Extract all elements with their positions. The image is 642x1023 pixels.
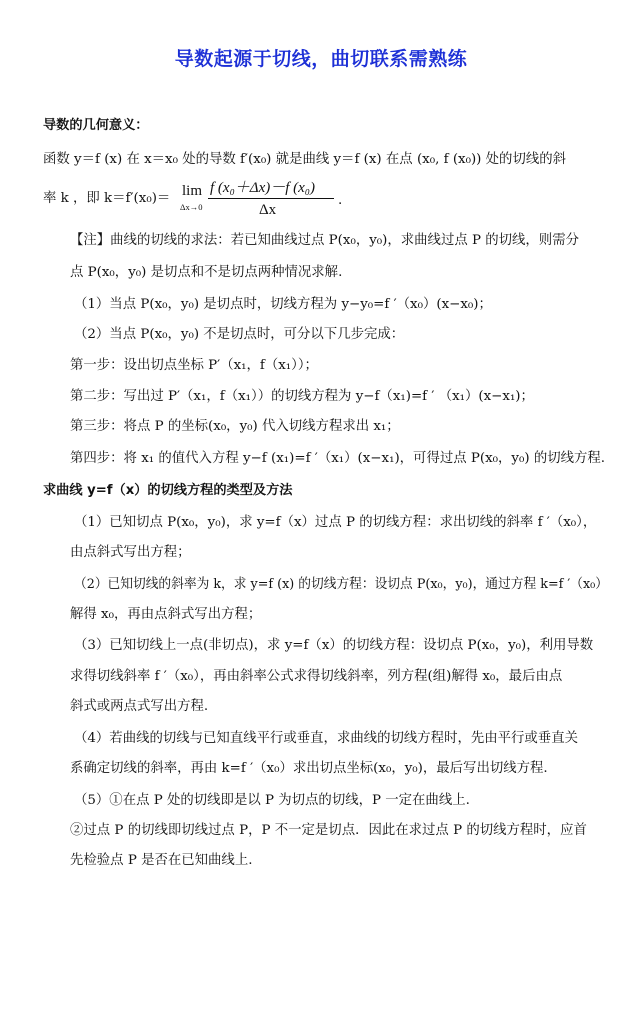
type-3-line-1: （3）已知切线上一点(非切点)，求 y=f（x）的切线方程：设切点 P(x₀，y₀)，利用导数 (74, 638, 594, 653)
step-4-text: 第四步：将 x₁ 的值代入方程 y−f (x₁)=f ′（x₁）(x−x₁)，可得过点 P(x₀，y₀) 的切线方程. (70, 451, 606, 466)
limit-word: lim (182, 183, 203, 199)
section-heading-tangent-types: 求曲线 y=f（x）的切线方程的类型及方法 (43, 483, 293, 498)
type-5-line-1: （5）①在点 P 处的切线即是以 P 为切点的切线，P 一定在曲线上. (74, 793, 470, 808)
step-2-text: 第二步：写出过 P′（x₁，f（x₁））的切线方程为 y−f（x₁)=f ′ （x₁）(x−x₁)； (70, 389, 534, 404)
type-4-line-2: 系确定切线的斜率，再由 k=f ′（x₀）求出切点坐标(x₀，y₀)，最后写出切线方程. (70, 761, 548, 776)
case-2-text: （2）当点 P(x₀，y₀) 不是切点时，可分以下几步完成： (74, 327, 405, 342)
type-2-line-2: 解得 x₀，再由点斜式写出方程； (70, 607, 262, 622)
limit-subscript: Δx→0 (180, 202, 203, 212)
fraction-bar (208, 198, 334, 199)
case-1-text: （1）当点 P(x₀，y₀) 是切点时，切线方程为 y−y₀=f ′（x₀）(x−x₀)； (74, 297, 492, 312)
type-3-line-3: 斜式或两点式写出方程. (70, 699, 209, 714)
definition-line-2-suffix: . (338, 193, 343, 208)
type-1-line-2: 由点斜式写出方程； (70, 545, 191, 560)
type-4-line-1: （4）若曲线的切线与已知直线平行或垂直，求曲线的切线方程时，先由平行或垂直关 (74, 731, 578, 746)
definition-line-2-prefix: 率 k ，即 k＝f′(x₀)＝ (43, 191, 171, 206)
fraction-denominator: Δx (259, 202, 277, 218)
type-1-line-1: （1）已知切点 P(x₀，y₀)，求 y=f（x）过点 P 的切线方程：求出切线的斜率 f ′（x₀）， (74, 515, 597, 530)
step-3-text: 第三步：将点 P 的坐标(x₀，y₀) 代入切线方程求出 x₁； (70, 419, 400, 434)
note-line-1: 【注】曲线的切线的求法：若已知曲线过点 P(x₀，y₀)，求曲线过点 P 的切线，则需分 (70, 233, 579, 248)
type-3-line-2: 求得切线斜率 f ′（x₀），再由斜率公式求得切线斜率，列方程(组)解得 x₀，最后由点 (70, 669, 563, 684)
type-5-line-2: ②过点 P 的切线即切线过点 P，P 不一定是切点．因此在求过点 P 的切线方程时，应首 (70, 823, 587, 838)
type-5-line-3: 先检验点 P 是否在已知曲线上. (70, 853, 253, 868)
page-title: 导数起源于切线，曲切联系需熟练 (174, 48, 468, 70)
definition-line-1: 函数 y＝f (x) 在 x＝x₀ 处的导数 f′(x₀) 就是曲线 y＝f (x) 在点 (x₀, f (x₀)) 处的切线的斜 (43, 152, 567, 167)
type-2-line-1: （2）已知切线的斜率为 k，求 y=f (x) 的切线方程：设切点 P(x₀，y₀)，通过方程 k=f ′（x₀） (74, 577, 608, 592)
fraction-numerator: f (x₀＋Δx)－f (x₀) (210, 180, 316, 196)
step-1-text: 第一步：设出切点坐标 P′（x₁，f（x₁））； (70, 358, 318, 373)
note-line-2: 点 P(x₀，y₀) 是切点和不是切点两种情况求解. (70, 265, 343, 280)
section-heading-geometric-meaning: 导数的几何意义： (43, 118, 149, 133)
